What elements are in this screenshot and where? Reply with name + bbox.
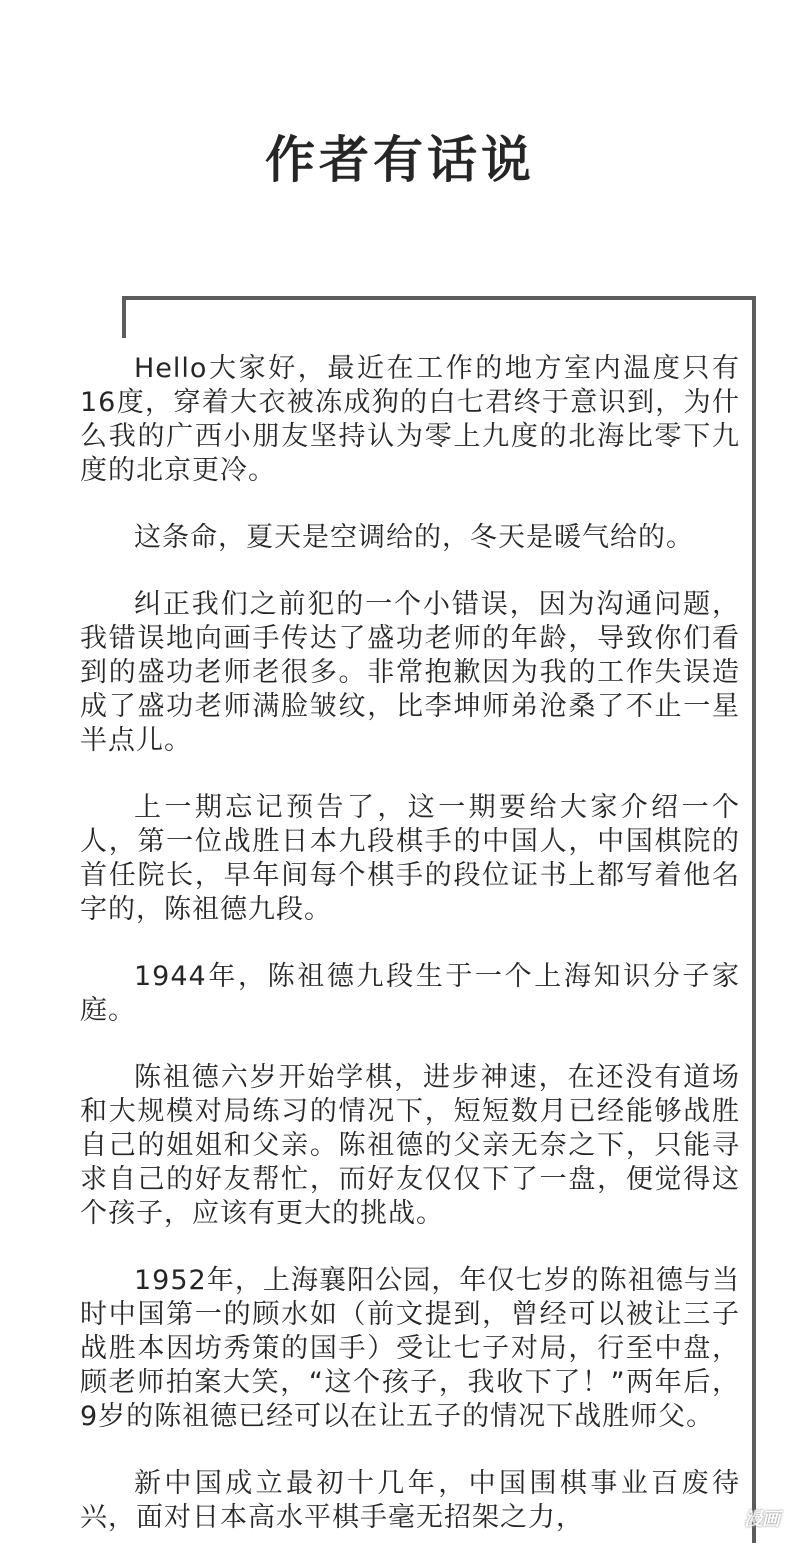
paragraph-4: 上一期忘记预告了，这一期要给大家介绍一个人，第一位战胜日本九段棋手的中国人，中国棋院的首任院长，早年间每个棋手的段位证书上都写着他名字的，陈祖德九段。 — [80, 792, 740, 925]
frame-left-tick — [122, 296, 126, 338]
author-note-body — [80, 352, 740, 1568]
paragraph-5: 1944年，陈祖德九段生于一个上海知识分子家庭。 — [80, 961, 740, 1026]
page-title: 作者有话说 — [265, 130, 535, 189]
frame-right-border — [752, 296, 756, 1543]
paragraph-7: 1952年，上海襄阳公园，年仅七岁的陈祖德与当时中国第一的顾水如（前文提到，曾经可以被让三子战胜本因坊秀策的国手）受让七子对局，行至中盘，顾老师拍案大笑，“这个孩子，我收下了！”两年后，9岁的陈祖德已经可以在让五子的情况下战胜师父。 — [80, 1265, 740, 1432]
paragraph-8: 新中国成立最初十几年，中国围棋事业百废待兴，面对日本高水平棋手毫无招架之力， — [80, 1468, 740, 1533]
paragraph-6: 陈祖德六岁开始学棋，进步神速，在还没有道场和大规模对局练习的情况下，短短数月已经能够战胜自己的姐姐和父亲。陈祖德的父亲无奈之下，只能寻求自己的好友帮忙，而好友仅仅下了一盘，便觉得这个孩子，应该有更大的挑战。 — [80, 1062, 740, 1229]
paragraph-1: Hello大家好，最近在工作的地方室内温度只有16度，穿着大衣被冻成狗的白七君终于意识到，为什么我的广西小朋友坚持认为零上九度的北海比零下九度的北京更冷。 — [80, 353, 740, 486]
frame-top-border — [122, 296, 756, 300]
watermark-logo: 漫画 — [744, 1509, 780, 1530]
paragraph-2: 这条命，夏天是空调给的，冬天是暖气给的。 — [134, 522, 694, 553]
paragraph-3: 纠正我们之前犯的一个小错误，因为沟通问题，我错误地向画手传达了盛功老师的年龄，导致你们看到的盛功老师老很多。非常抱歉因为我的工作失误造成了盛功老师满脸皱纹，比李坤师弟沧桑了不止一星半点儿。 — [80, 589, 740, 756]
